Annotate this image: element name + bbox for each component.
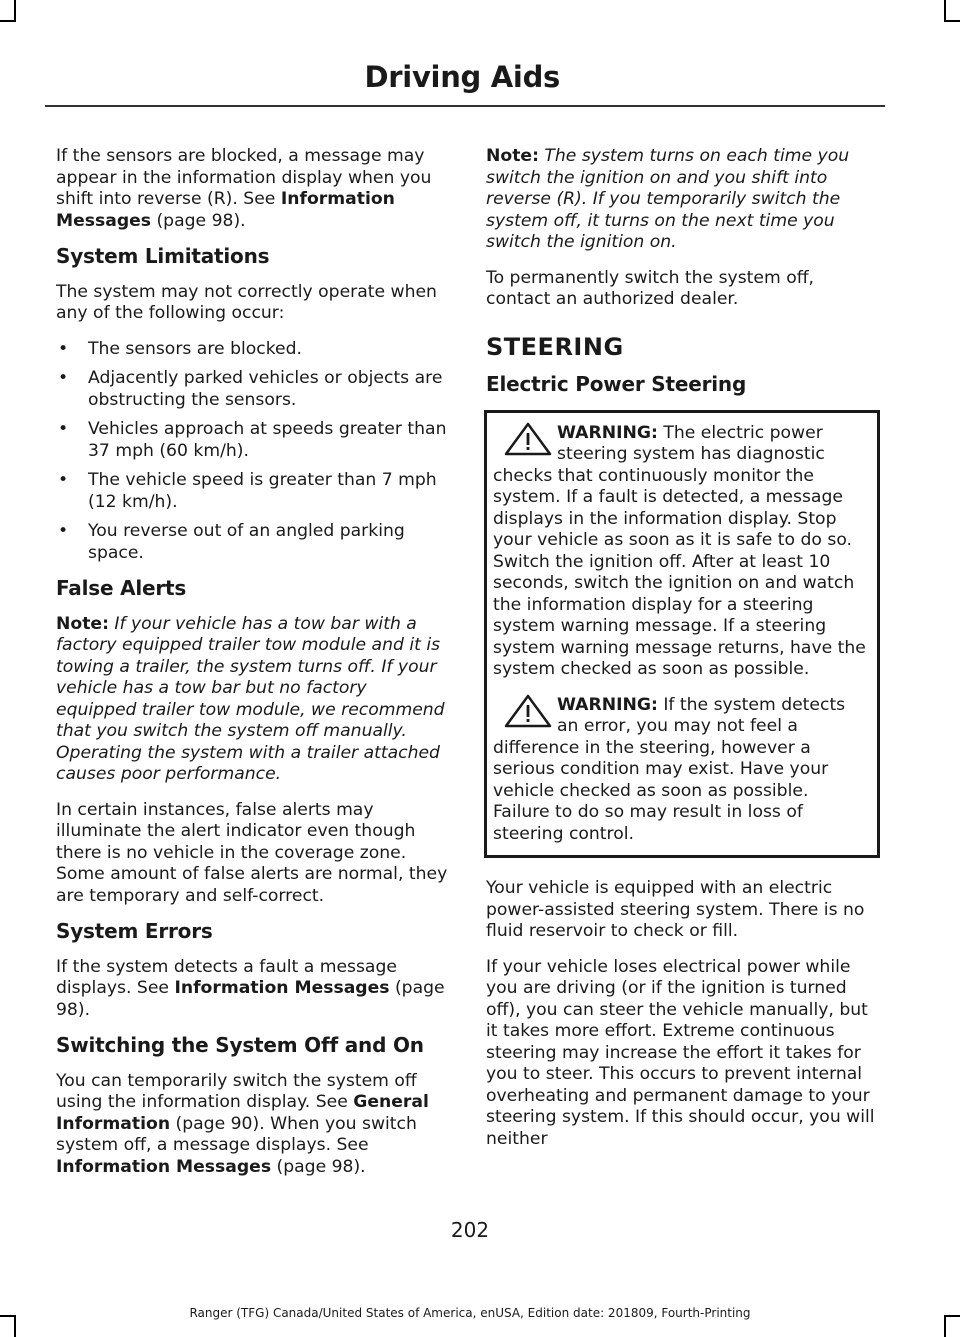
crop-mark (14, 0, 16, 22)
crop-mark (944, 1315, 946, 1337)
steering-heading: STEERING (486, 332, 624, 361)
information-messages-link[interactable]: Information Messages (56, 1156, 272, 1177)
loses-power-paragraph: If your vehicle loses electrical power while you are driving (or if the ignition is turned off), you can steer the vehicle manually, but it takes more effort. Extreme continuous steering may increase the effort it takes for you to steer. This occurs to prevent internal overheating and permanent damage to your steering system. If this should occur, you will neither (486, 956, 875, 1149)
electric-power-steering-heading: Electric Power Steering (486, 372, 747, 396)
right-column (486, 146, 878, 1164)
limitations-intro: The system may not correctly operate when any of the following occur: (56, 281, 437, 323)
list-item: • Adjacently parked vehicles or objects are obstructing the sensors. (56, 368, 448, 411)
system-limitations-heading: System Limitations (56, 244, 270, 268)
switching-paragraph: You can temporarily switch the system off using the information display. See General Information (page 90). When you switch system off, a message displays. See Information Messages (page 98). (56, 1070, 429, 1177)
equipped-paragraph: Your vehicle is equipped with an electric power-assisted steering system. There is no fluid reservoir to check or fill. (486, 878, 865, 941)
false-alerts-paragraph: In certain instances, false alerts may illuminate the alert indicator even though there is no vehicle in the coverage zone. Some amount of false alerts are normal, they are temporary and self-correct. (56, 799, 448, 906)
sensors-blocked-paragraph: If the sensors are blocked, a message may appear in the information display when you shift into reverse (R). See Information Messages (page 98). (56, 146, 432, 231)
page-title: Driving Aids (364, 60, 560, 94)
system-errors-paragraph: If the system detects a fault a message displays. See Information Messages (page 98). (56, 956, 445, 1020)
permanent-off-paragraph: To permanently switch the system off, contact an authorized dealer. (486, 267, 815, 309)
page-number: 202 (450, 1218, 490, 1242)
warning-triangle-icon (503, 693, 553, 729)
switching-heading: Switching the System Off and On (56, 1033, 424, 1057)
warning-triangle-icon (503, 421, 553, 457)
limitations-list (56, 339, 448, 565)
system-on-note: Note: The system turns on each time you switch the ignition on and you shift into reverse (R). If you temporarily switch the system off, it turns on the next time you switch the ignition on. (486, 146, 850, 252)
edition-info: Ranger (TFG) Canada/United States of America, enUSA, Edition date: 201809, Fourth-Printing (189, 1306, 751, 1320)
warning-item: WARNING: The electric power steering system has diagnostic checks that continuously monitor the system. If a fault is detected, a message displays in the information display. Stop your vehicle as soon as it is safe to do so. Switch the ignition off. After at least 10 seconds, switch the ignition on and watch the information display for a steering system warning message. If a steering system warning message returns, have the system checked as soon as possible. (493, 422, 866, 679)
crop-mark (944, 20, 960, 22)
warning-item: WARNING: If the system detects an error, you may not feel a difference in the steering, however a serious condition may exist. Have your vehicle checked as soon as possible. Failure to do so may result in loss of steering control. (493, 694, 846, 844)
crop-mark (0, 20, 16, 22)
left-column (56, 146, 448, 1192)
list-item: • Vehicles approach at speeds greater than 37 mph (60 km/h). (56, 419, 448, 462)
crop-mark (944, 1315, 960, 1317)
general-information-link[interactable]: General Information (56, 1092, 429, 1134)
false-alerts-heading: False Alerts (56, 576, 187, 600)
crop-mark (944, 0, 946, 22)
warning-box (484, 410, 880, 859)
information-messages-link[interactable]: Information Messages (174, 978, 390, 998)
false-alerts-note: Note: If your vehicle has a tow bar with a factory equipped trailer tow module and it is towing a trailer, the system turns off. If your vehicle has a tow bar but no factory equipped trailer tow module, we recommend that you switch the system off manually. Operating the system with a trailer attached causes poor performance. (56, 613, 445, 784)
header-divider (45, 105, 885, 107)
list-item: • The sensors are blocked. (56, 339, 448, 361)
list-item: • The vehicle speed is greater than 7 mph (12 km/h). (56, 470, 448, 513)
information-messages-link[interactable]: Information Messages (56, 189, 395, 231)
system-errors-heading: System Errors (56, 919, 213, 943)
list-item: • You reverse out of an angled parking space. (56, 521, 448, 564)
